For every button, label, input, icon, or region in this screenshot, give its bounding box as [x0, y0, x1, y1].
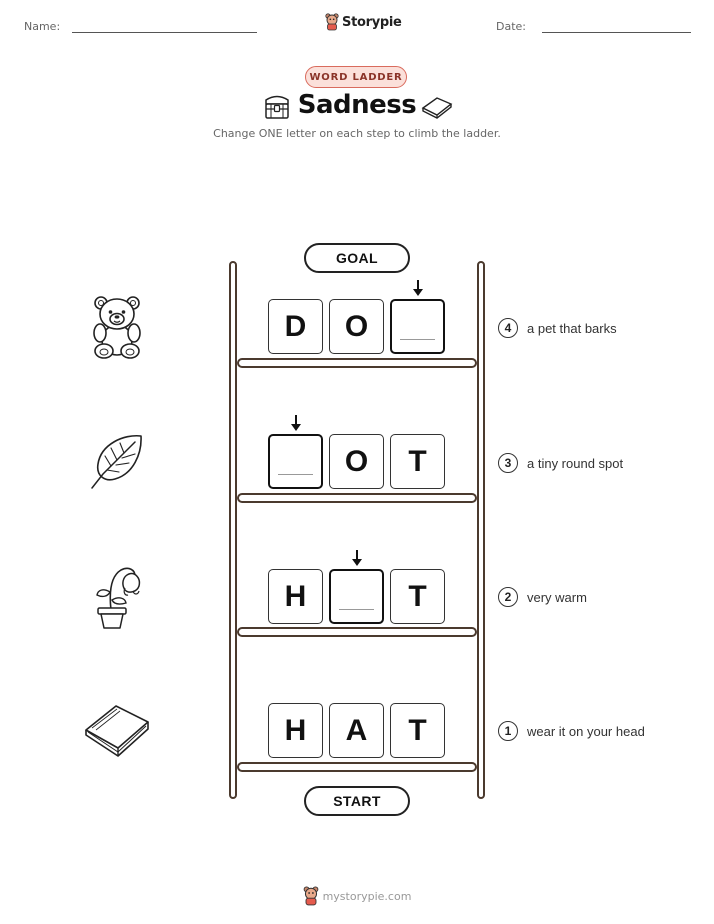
clue-text: a pet that barks — [527, 320, 617, 336]
letter-tile: H — [268, 569, 323, 624]
date-label: Date: — [496, 20, 526, 33]
letter-tile: O — [329, 299, 384, 354]
clue-text: a tiny round spot — [527, 455, 624, 471]
brand-logo — [325, 13, 402, 31]
ladder-rail-left — [229, 261, 237, 799]
arrow-down-icon — [411, 279, 425, 297]
wilted-flower-icon — [89, 562, 147, 630]
clue-row — [498, 721, 645, 741]
blank-letter-tile[interactable] — [390, 299, 445, 354]
ladder-rung — [237, 358, 477, 368]
blank-letter-tile[interactable] — [268, 434, 323, 489]
instructions: Change ONE letter on each step to climb the ladder. — [213, 127, 501, 140]
goal-label: GOAL — [304, 243, 410, 273]
name-field[interactable] — [72, 32, 257, 33]
footer-url: mystorypie.com — [322, 889, 412, 903]
clue-row — [498, 453, 623, 473]
clue-row — [498, 587, 587, 607]
letter-tile: T — [390, 703, 445, 758]
folded-blanket-small-icon — [421, 94, 453, 120]
name-label: Name: — [24, 20, 61, 33]
letter-tile: H — [268, 703, 323, 758]
word-ladder-badge: WORD LADDER — [305, 66, 407, 88]
blank-letter-tile[interactable] — [329, 569, 384, 624]
page-title: Sadness — [297, 90, 417, 120]
letter-tile: A — [329, 703, 384, 758]
bear-mascot-icon — [325, 13, 339, 31]
letter-tile: D — [268, 299, 323, 354]
start-label: START — [304, 786, 410, 816]
brand-name: Storypie — [342, 14, 402, 30]
leaf-icon — [89, 432, 147, 490]
step-number: 2 — [498, 587, 518, 607]
date-field[interactable] — [542, 32, 691, 33]
clue-text: very warm — [527, 589, 587, 605]
folded-blanket-icon — [82, 702, 152, 760]
bear-mascot-icon — [303, 886, 319, 906]
letter-tile: T — [390, 569, 445, 624]
arrow-down-icon — [350, 549, 364, 567]
ladder-rung — [237, 762, 477, 772]
clue-row — [498, 318, 617, 338]
step-number: 3 — [498, 453, 518, 473]
ladder-rung — [237, 493, 477, 503]
step-number: 4 — [498, 318, 518, 338]
letter-tile: T — [390, 434, 445, 489]
ladder-rail-right — [477, 261, 485, 799]
footer — [0, 886, 714, 906]
ladder-rung — [237, 627, 477, 637]
clue-text: wear it on your head — [527, 723, 645, 739]
teddy-bear-icon — [89, 294, 145, 360]
step-number: 1 — [498, 721, 518, 741]
letter-tile: O — [329, 434, 384, 489]
arrow-down-icon — [289, 414, 303, 432]
